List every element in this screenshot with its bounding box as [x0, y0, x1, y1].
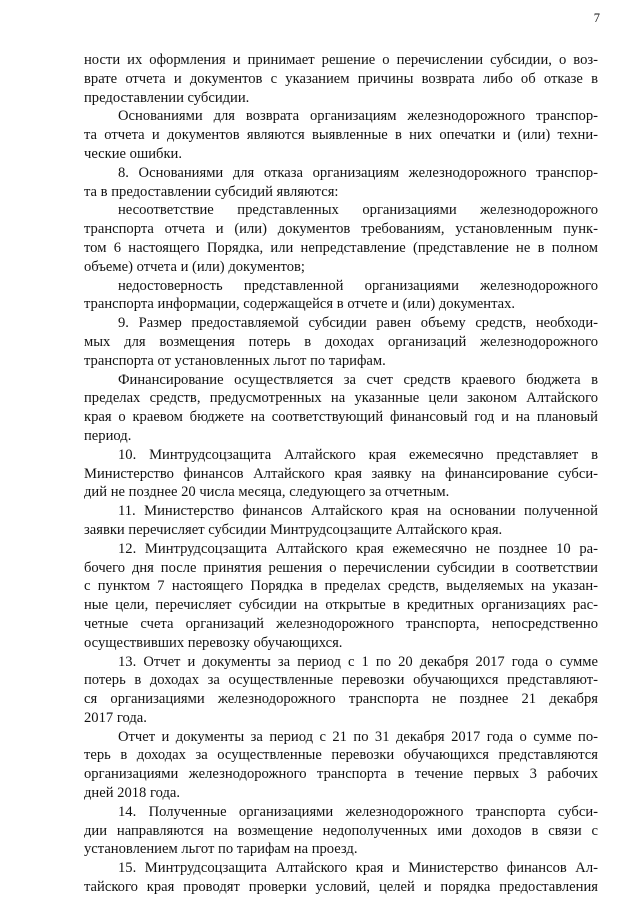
text-line: установлением льгот по тарифам на проезд. [84, 841, 358, 858]
document-body [84, 51, 598, 897]
text-line: 13. Отчет и документы за период с 1 по 20 декабря 2017 года о сумме [118, 653, 598, 670]
text-line: дий не позднее 20 числа месяца, следующего за отчетным. [84, 484, 450, 501]
text-line: объеме) отчета и (или) документов; [84, 258, 305, 275]
text-line: врате отчета и документов с указанием причины возврата либо об отказе в [84, 70, 598, 87]
text-line: несоответствие представленных организациями железнодорожного [118, 202, 598, 219]
text-line: ные цели, перечисляет субсидии на открытые в кредитных организациях рас- [84, 597, 598, 614]
text-line: Основаниями для возврата организациям железнодорожного транспор- [118, 108, 598, 125]
text-line: недостоверность представленной организациями железнодорожного [118, 277, 598, 294]
text-line: транспорта информации, содержащейся в отчете и (или) документах. [84, 296, 516, 313]
text-line: та в предоставлении субсидий являются: [84, 183, 339, 200]
text-line: осуществивших перевозку обучающихся. [84, 634, 343, 651]
page-number: 7 [593, 11, 600, 25]
text-line: Отчет и документы за период с 21 по 31 декабря 2017 года о сумме по- [118, 728, 598, 745]
text-line: транспорта от установленных льгот по тарифам. [84, 352, 386, 369]
text-line: четные счета организаций железнодорожного транспорта, непосредственно [84, 615, 598, 632]
text-line: заявки перечисляет субсидии Минтрудсоцзащите Алтайского края. [84, 521, 503, 538]
text-line: организациями железнодорожного транспорта в течение первых 3 рабочих [84, 766, 598, 783]
text-line: с пунктом 7 настоящего Порядка в пределах средств, выделяемых на указан- [84, 578, 598, 595]
text-line: 15. Минтрудсоцзащита Алтайского края и Министерство финансов Ал- [118, 860, 598, 877]
text-line: края о краевом бюджете на соответствующий финансовый год и на плановый [84, 409, 598, 426]
text-line: тайского края проводят проверки условий, целей и порядка предоставления [84, 879, 598, 896]
text-line: Финансирование осуществляется за счет средств краевого бюджета в [118, 371, 598, 388]
text-line: ся организациями железнодорожного транспорта не позднее 21 декабря [84, 691, 598, 708]
text-line: том 6 настоящего Порядка, или непредставление (представление не в полном [84, 239, 598, 256]
text-line: период. [84, 427, 132, 444]
text-line: 2017 года. [84, 709, 147, 726]
text-line: 14. Полученные организациями железнодорожного транспорта субси- [118, 803, 598, 820]
text-line: предоставлении субсидии. [84, 89, 250, 106]
text-line: потерь в доходах за осуществленные перевозки обучающихся представляют- [84, 672, 598, 689]
text-line: 8. Основаниями для отказа организациям железнодорожного транспор- [118, 164, 598, 181]
text-line: пределах средств, предусмотренных на указанные цели законом Алтайского [84, 390, 598, 407]
text-line: транспорта отчета и (или) документов требованиям, установленным пунк- [84, 221, 598, 238]
text-line: дней 2018 года. [84, 785, 181, 802]
text-line: терь в доходах за осуществленные перевозки обучающихся представляются [84, 747, 598, 764]
text-line: мых для возмещения потерь в доходах организаций железнодорожного [84, 333, 598, 350]
text-line: Министерство финансов Алтайского края заявку на финансирование субси- [84, 465, 598, 482]
text-line: ческие ошибки. [84, 145, 183, 162]
text-line: 12. Минтрудсоцзащита Алтайского края ежемесячно не позднее 10 ра- [118, 540, 598, 557]
text-line: ности их оформления и принимает решение о перечислении субсидии, о воз- [84, 52, 598, 68]
text-line: та отчета и документов являются выявленные в них опечатки и (или) техни- [84, 127, 598, 144]
text-line: 10. Минтрудсоцзащита Алтайского края ежемесячно представляет в [118, 446, 598, 463]
text-line: 9. Размер предоставляемой субсидии равен объему средств, необходи- [118, 315, 598, 332]
text-line: 11. Министерство финансов Алтайского края на основании полученной [118, 503, 598, 520]
text-line: бочего дня после принятия решения о перечислении субсидии в соответствии [84, 559, 598, 576]
text-line: дии направляются на возмещение недополученных ими доходов в связи с [84, 822, 598, 839]
